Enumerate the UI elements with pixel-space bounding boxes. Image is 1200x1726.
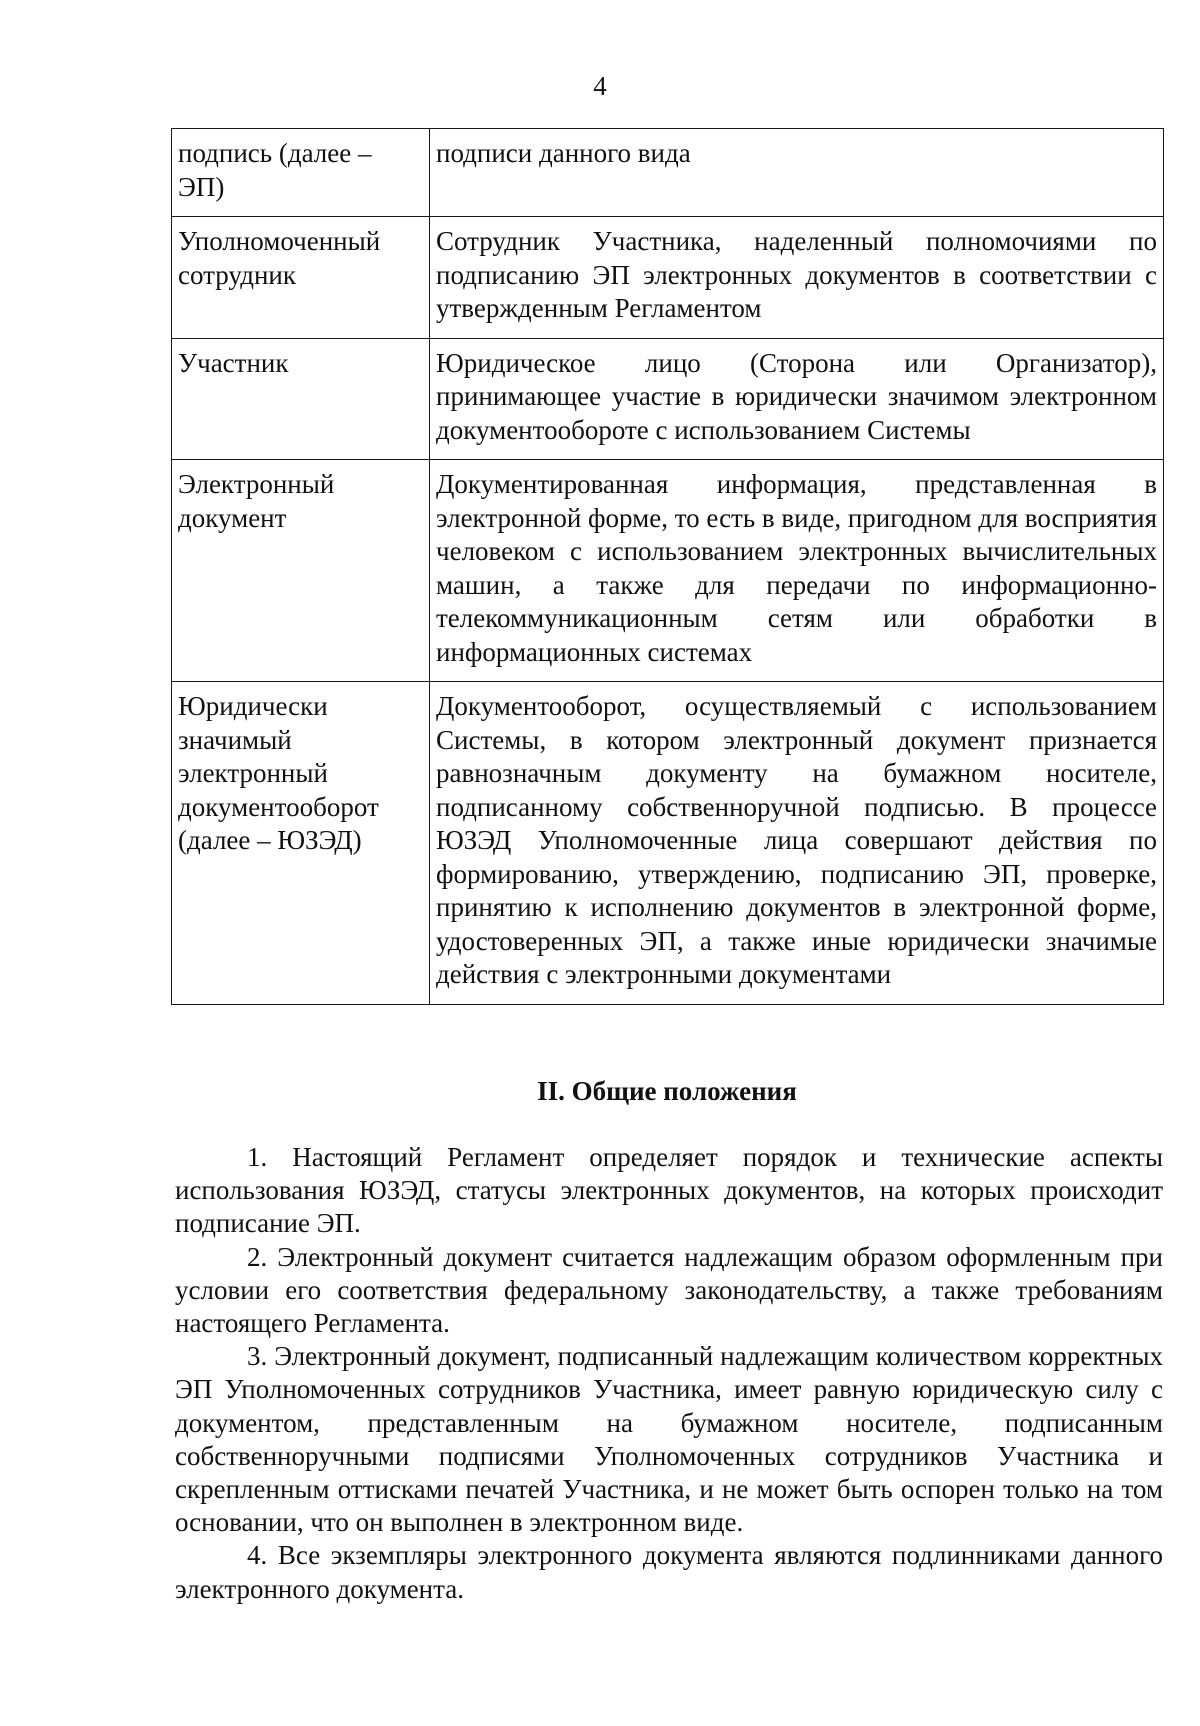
definition-cell: Юридическое лицо (Сторона или Организатор), принимающее участие в юридически значимом электронном документообороте с использованием Системы: [430, 338, 1164, 460]
section-body: [175, 1141, 1163, 1606]
definition-cell: Документооборот, осуществляемый с использованием Системы, в котором электронный документ признается равнозначным документу на бумажном носителе, подписанному собственноручной подписью. В процессе ЮЗЭД Уполномоченные лица совершают действия по формированию, утверждению, подписанию ЭП, проверке, принятию к исполнению документов в электронной форме, удостоверенных ЭП, а также иные юридически значимые действия с электронными документами: [430, 682, 1164, 1005]
table-row: [172, 217, 1164, 339]
table-row: [172, 129, 1164, 217]
term-cell: Электронный документ: [172, 460, 430, 682]
table-row: [172, 460, 1164, 682]
paragraph: 2. Электронный документ считается надлежащим образом оформленным при условии его соответствия федеральному законодательству, а также требованиям настоящего Регламента.: [175, 1241, 1163, 1339]
paragraph: 1. Настоящий Регламент определяет порядок и технические аспекты использования ЮЗЭД, статусы электронных документов, на которых происходит подписание ЭП.: [175, 1142, 1163, 1239]
section-heading: II. Общие положения: [537, 1076, 797, 1106]
term-cell: Участник: [172, 338, 430, 460]
term-cell: подпись (далее – ЭП): [172, 129, 430, 217]
paragraph: 3. Электронный документ, подписанный надлежащим количеством корректных ЭП Уполномоченных сотрудников Участника, имеет равную юридическую силу с документом, представленным на бумажном носителе, подписанным собственноручными подписями Уполномоченных сотрудников Участника и скрепленным оттисками печатей Участника, и не может быть оспорен только на том основании, что он выполнен в электронном виде.: [175, 1341, 1163, 1538]
terms-table: [171, 128, 1164, 1005]
term-cell: Уполномоченный сотрудник: [172, 217, 430, 339]
definition-cell: Сотрудник Участника, наделенный полномочиями по подписанию ЭП электронных документов в соответствии с утвержденным Регламентом: [430, 217, 1164, 339]
table-row: [172, 338, 1164, 460]
definition-cell: Документированная информация, представленная в электронной форме, то есть в виде, пригодном для восприятия человеком с использованием электронных вычислительных машин, а также для передачи по информационно-телекоммуникационным сетям или обработки в информационных системах: [430, 460, 1164, 682]
definition-cell: подписи данного вида: [430, 129, 1164, 217]
paragraph: 4. Все экземпляры электронного документа являются подлинниками данного электронного документа.: [175, 1540, 1163, 1604]
table-row: [172, 682, 1164, 1005]
page-number: 4: [593, 71, 607, 101]
term-cell: Юридически значимый электронный документооборот (далее – ЮЗЭД): [172, 682, 430, 1005]
